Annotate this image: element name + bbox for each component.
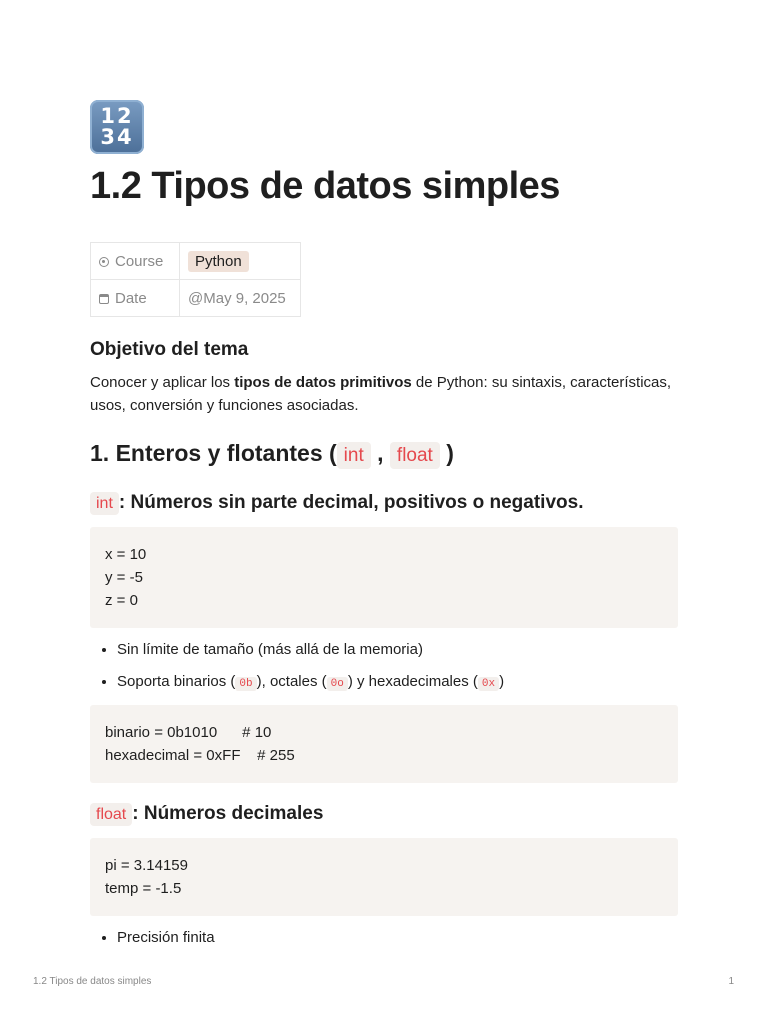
calendar-icon: [99, 294, 109, 304]
code-block-bases[interactable]: binario = 0b1010 # 10 hexadecimal = 0xFF # 255: [90, 705, 678, 783]
inline-code-int: int: [90, 492, 119, 515]
page-content: [90, 100, 678, 958]
inline-code-float: float: [390, 442, 440, 469]
code-block-float[interactable]: pi = 3.14159 temp = -1.5: [90, 838, 678, 916]
inline-code-int: int: [337, 442, 371, 469]
date-value[interactable]: @May 9, 2025: [180, 280, 301, 317]
objective-heading: Objetivo del tema: [90, 339, 249, 360]
list-item: • Sin límite de tamaño (más allá de la memoria): [117, 638, 678, 661]
properties-table: [90, 242, 301, 317]
select-property-icon: [99, 257, 109, 267]
inline-code-float: float: [90, 803, 132, 826]
int-bullet-list: [90, 638, 678, 696]
property-row-date: [91, 280, 301, 317]
list-item: • Soporta binarios ( 0b ), octales ( 0o ) y hexadecimales ( 0x ): [117, 670, 678, 696]
page-number: 1: [728, 976, 734, 987]
page-title: 1.2 Tipos de datos simples: [90, 165, 560, 207]
course-tag[interactable]: Python: [188, 251, 249, 272]
objective-paragraph: Conocer y aplicar los tipos de datos primitivos de Python: su sintaxis, características, usos, conversión y funciones asociadas.: [90, 374, 672, 414]
property-name: Date: [115, 289, 147, 307]
float-heading: float : Números decimales: [90, 799, 678, 830]
section-heading-int-float: 1. Enteros y flotantes ( int , float ): [90, 435, 678, 474]
property-row-course: [91, 243, 301, 280]
course-value-cell[interactable]: [180, 243, 301, 280]
list-item: • Precisión finita: [117, 926, 678, 949]
property-name: Course: [115, 252, 164, 270]
int-heading: int : Números sin parte decimal, positivos o negativos.: [90, 488, 678, 519]
float-bullet-list: [90, 926, 678, 949]
numbers-emoji-icon: 12 34: [90, 100, 144, 154]
code-block-int[interactable]: x = 10 y = -5 z = 0: [90, 527, 678, 628]
footer-title: 1.2 Tipos de datos simples: [33, 976, 152, 987]
